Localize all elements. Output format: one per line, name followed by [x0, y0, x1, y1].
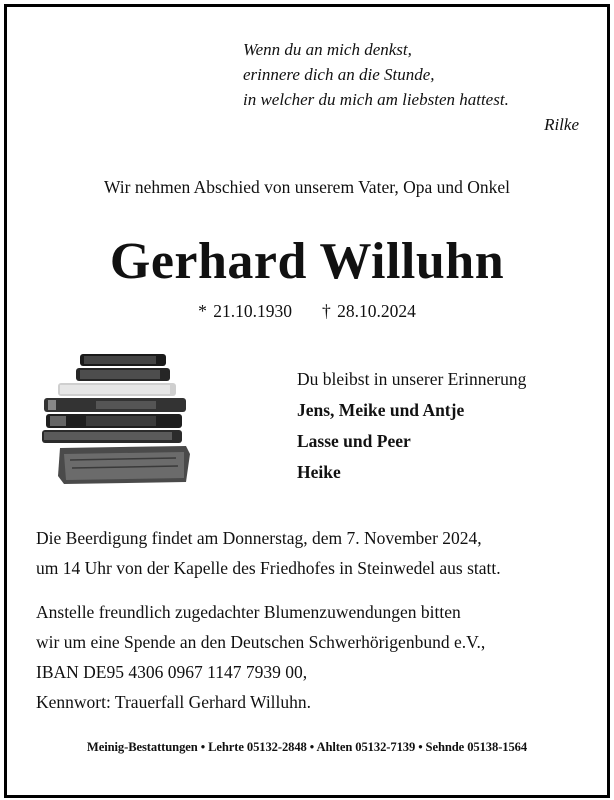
poem-line: erinnere dich an die Stunde,: [243, 65, 435, 84]
family-name: Jens, Meike und Antje: [297, 400, 465, 420]
funeral-home-footer: Meinig-Bestattungen • Lehrte 05132-2848 • Ahlten 05132-7139 • Sehnde 05138-1564: [86, 740, 528, 754]
mourners-block: [297, 364, 526, 488]
funeral-info: [36, 523, 596, 583]
poem-author: Rilke: [544, 115, 579, 134]
family-name: Lasse und Peer: [297, 431, 411, 451]
keyword-line: Kennwort: Trauerfall Gerhard Willuhn.: [36, 692, 312, 712]
farewell-intro: Wir nehmen Abschied von unserem Vater, Opa und Onkel: [103, 177, 511, 197]
poem-line: Wenn du an mich denkst,: [243, 40, 412, 59]
funeral-line: um 14 Uhr von der Kapelle des Friedhofes in Steinwedel aus statt.: [36, 558, 501, 578]
funeral-line: Die Beerdigung findet am Donnerstag, dem 7. November 2024,: [36, 528, 482, 548]
deceased-name: Gerhard Willuhn: [109, 233, 505, 290]
poem-quote: [243, 37, 579, 137]
remembrance-line: Du bleibst in unserer Erinnerung: [297, 369, 527, 389]
birth-date: * 21.10.1930: [198, 301, 292, 321]
stack-of-books-icon: [36, 350, 192, 490]
death-date: † 28.10.2024: [322, 301, 416, 321]
donation-line: Anstelle freundlich zugedachter Blumenzuwendungen bitten: [36, 602, 461, 622]
life-dates: [0, 301, 614, 322]
donation-line: wir um eine Spende an den Deutschen Schwerhörigenbund e.V.,: [36, 632, 486, 652]
donation-info: [36, 597, 596, 717]
family-name: Heike: [297, 462, 341, 482]
poem-line: in welcher du mich am liebsten hattest.: [243, 90, 509, 109]
iban-line: IBAN DE95 4306 0967 1147 7939 00,: [36, 662, 308, 682]
